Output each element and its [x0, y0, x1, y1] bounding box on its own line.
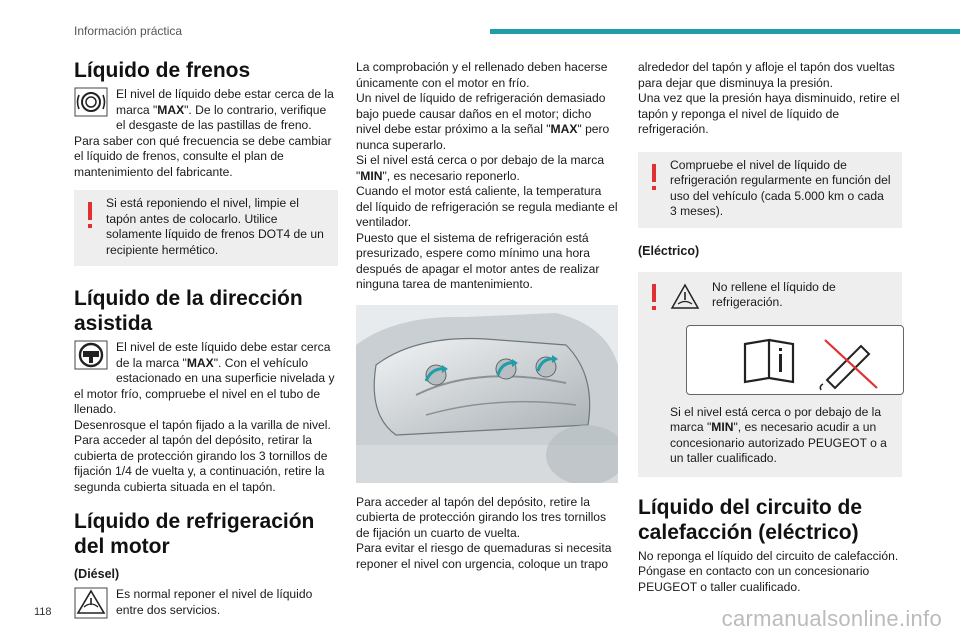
warning-box-electric: No rellene el líquido de refrigeración. Si el nivel está cerca o por debajo de la marca "MIN", es necesario acudir a un concesionario autorizado PEUGEOT o a un taller cualificado. — [638, 272, 902, 477]
warning-exclamation-icon — [652, 164, 656, 182]
column-2 — [356, 60, 618, 572]
steering-fluid-icon — [74, 340, 110, 372]
warning-box-brake: Si está reponiendo el nivel, limpie el tapón antes de colocarlo. Utilice solamente líquido de frenos DOT4 de un recipiente hermético. — [74, 190, 338, 266]
manual-book-icon — [745, 340, 793, 382]
warning-exclamation-icon — [88, 202, 92, 220]
no-refill-bottle-icon — [820, 340, 877, 390]
section-title-power-steering: Líquido de la dirección asistida — [74, 287, 303, 335]
diesel-label: (Diésel) — [74, 567, 120, 581]
diesel-text: Es normal reponer el nivel de líquido entre dos servicios. — [74, 587, 338, 618]
heating-circuit-text: No reponga el líquido del circuito de calefacción. Póngase en contacto con un concesionario PEUGEOT o taller cualificado. — [638, 548, 899, 594]
header-accent-bar — [490, 29, 960, 34]
section-title-engine-coolant: Líquido de refrigeración del motor — [74, 510, 315, 558]
electric-label: (Eléctrico) — [638, 243, 700, 258]
brake-fluid-text: El nivel de líquido debe estar cerca de la marca "MAX". De lo contrario, verifique el desgaste de las pastillas de freno. Para saber con qué frecuencia se debe cambiar el líquido de frenos, consulte el plan de mantenimiento del fabricante. — [74, 87, 334, 179]
page-number: 118 — [34, 606, 52, 618]
manual-and-no-refill-icons — [686, 325, 904, 395]
column-1 — [74, 58, 338, 619]
warning-box-coolant-check: Compruebe el nivel de líquido de refrigeración regularmente en función del uso del vehículo (cada 5.000 km o cada 3 meses). — [638, 152, 902, 228]
coolant-text-1: La comprobación y el rellenado deben hacerse únicamente con el motor en frío. Un nivel de líquido de refrigeración demasiado bajo puede causar daños en el motor; dicho nivel debe estar próximo a la señal "MAX" pero nunca superarlo. Si el nivel está cerca o por debajo de la marca "MIN", es necesario reponerlo. Cuando el motor está caliente, la temperatura del líquido de refrigeración se regula mediante el ventilador. Puesto que el sistema de refrigeración está presurizado, espere como mínimo una hora después de apagar el motor antes de realizar ninguna tarea de mantenimiento. — [356, 60, 618, 291]
running-header: Información práctica — [74, 24, 183, 38]
warning-exclamation-icon — [652, 284, 656, 302]
power-steering-text: El nivel de este líquido debe estar cerca de la marca "MAX". Con el vehículo estacionado en una superficie nivelada y el motor frío, compruebe el nivel en el tubo de llenado. Desenrosque el tapón fijado a la varilla de nivel. Para acceder al tapón del depósito, retirar la cubierta de protección girando los 3 tornillos de fijación 1/4 de vuelta y, a continuación, retire la segunda cubierta situada en el tapón. — [74, 340, 335, 494]
engine-coolant-illustration — [356, 305, 618, 483]
service-warning-icon — [670, 282, 706, 314]
watermark: carmanualsonline.info — [721, 606, 942, 631]
brake-fluid-icon — [74, 87, 110, 119]
coolant-text-2: Para acceder al tapón del depósito, retire la cubierta de protección girando los tres tornillos de fijación un cuarto de vuelta. Para evitar el riesgo de quemaduras si necesita reponer el nivel con urgencia, coloque un trapo — [356, 494, 612, 571]
section-title-heating-circuit: Líquido del circuito de calefacción (eléctrico) — [638, 495, 863, 544]
service-warning-icon — [74, 587, 110, 619]
coolant-text-3: alrededor del tapón y afloje el tapón dos vueltas para dejar que disminuya la presión. Una vez que la presión haya disminuido, retire el tapón y reponga el nivel de líquido de refrigeración. — [638, 60, 900, 136]
column-3 — [638, 60, 902, 595]
section-title-brake-fluid: Líquido de frenos — [74, 59, 251, 82]
